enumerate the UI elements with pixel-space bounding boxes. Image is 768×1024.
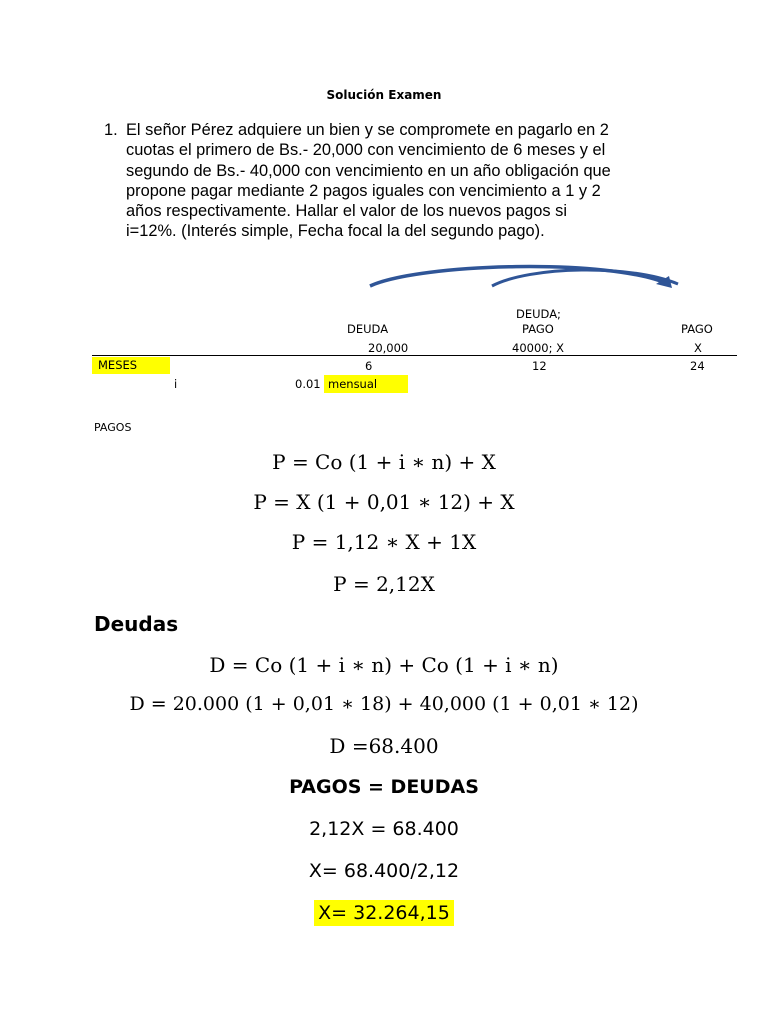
- col3-header: PAGO: [681, 322, 713, 336]
- i-value: 0.01: [295, 377, 321, 391]
- problem-line: i=12%. (Interés simple, Fecha focal la del segundo pago).: [126, 222, 545, 241]
- solution-step: X= 68.400/2,12: [308, 860, 460, 882]
- meses-value: 12: [532, 359, 547, 373]
- timeline-arrows: [360, 258, 690, 298]
- problem-line: propone pagar mediante 2 pagos iguales con vencimiento a 1 y 2: [126, 181, 601, 200]
- problem-line: cuotas el primero de Bs.- 20,000 con vencimiento de 6 meses y el: [126, 141, 606, 160]
- pagos-label: PAGOS: [94, 421, 132, 434]
- final-answer-row: [0, 902, 768, 924]
- solution-step: 2,12X = 68.400: [309, 818, 459, 840]
- table-divider: [92, 355, 737, 356]
- i-label: i: [174, 377, 178, 391]
- meses-value: 24: [690, 359, 705, 373]
- deudas-equation: D = Co (1 + i ∗ n) + Co (1 + i ∗ n): [209, 653, 559, 677]
- pagos-equation: P = 2,12X: [333, 572, 435, 596]
- col2-amount: 40000; X: [512, 341, 564, 355]
- problem-statement: [104, 120, 684, 242]
- problem-line: años respectivamente. Hallar el valor de los nuevos pagos si: [126, 202, 567, 221]
- pagos-equation: P = 1,12 ∗ X + 1X: [291, 530, 477, 554]
- document-title: Solución Examen: [326, 88, 442, 102]
- meses-label: MESES: [92, 357, 170, 374]
- problem-number: 1.: [104, 121, 118, 139]
- deudas-equation: D = 20.000 (1 + 0,01 ∗ 18) + 40,000 (1 + 0,01 ∗ 12): [129, 693, 639, 715]
- final-answer: X= 32.264,15: [314, 900, 454, 926]
- problem-line: segundo de Bs.- 40,000 con vencimiento en un año obligación que: [126, 161, 611, 180]
- equality-title: PAGOS = DEUDAS: [289, 776, 479, 798]
- col2-header-line2: PAGO: [522, 322, 554, 336]
- i-unit: mensual: [324, 375, 408, 393]
- col1-header: DEUDA: [347, 322, 389, 336]
- meses-value: 6: [365, 359, 373, 373]
- col3-amount: X: [694, 341, 702, 355]
- pagos-equation: P = X (1 + 0,01 ∗ 12) + X: [253, 490, 515, 514]
- pagos-equation: P = Co (1 + i ∗ n) + X: [272, 450, 496, 474]
- col2-header-line1: DEUDA;: [516, 307, 561, 321]
- col1-amount: 20,000: [368, 341, 409, 355]
- deudas-heading: Deudas: [94, 612, 179, 636]
- problem-line: El señor Pérez adquiere un bien y se compromete en pagarlo en 2: [126, 121, 609, 139]
- deudas-equation: D =68.400: [329, 734, 439, 758]
